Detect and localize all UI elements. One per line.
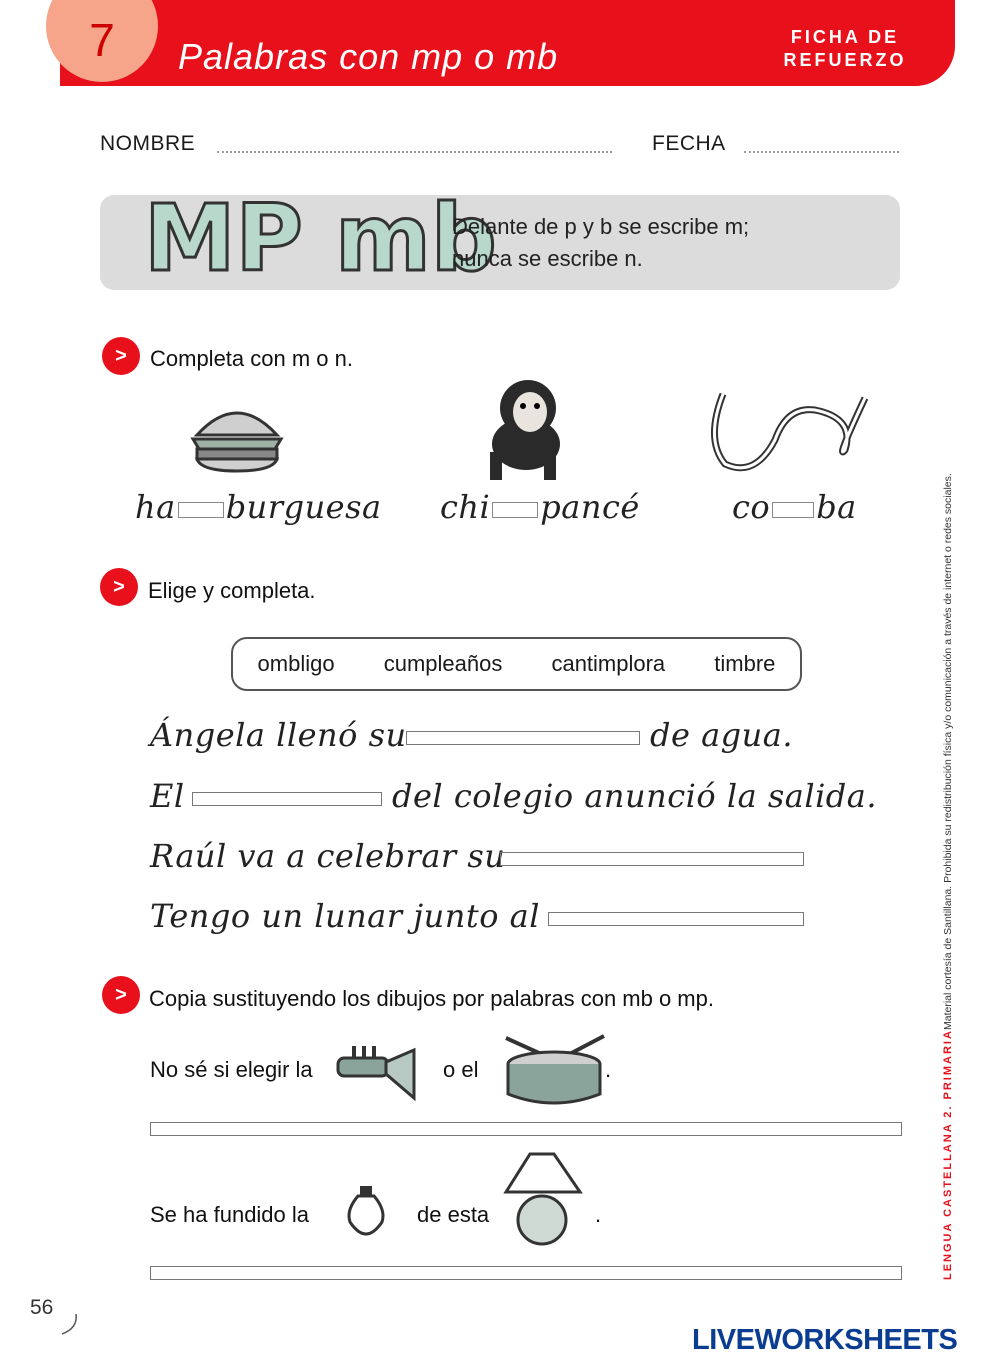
- ex3-sentence-2-a: Se ha fundido la: [150, 1202, 310, 1227]
- bullet-icon: >: [102, 337, 140, 375]
- ex2-sentence-1-start: Ángela llenó su: [150, 716, 407, 754]
- ex1-word-3: co ba: [732, 488, 857, 526]
- rope-icon: [695, 380, 885, 475]
- date-field[interactable]: [744, 151, 899, 153]
- letter-gap[interactable]: [492, 502, 538, 518]
- ex3-sentence-2-b: de esta: [417, 1202, 490, 1227]
- drum-icon: [500, 1030, 608, 1108]
- rule-line-2: nunca se escribe n.: [452, 246, 643, 271]
- copyright-note: Material cortesía de Santillana. Prohibida su redistribución física y/o comunicación a través de internet o redes sociales.: [942, 473, 954, 1030]
- word-bank: [231, 637, 802, 691]
- rule-line-1: Delante de p y b se escribe m;: [452, 214, 750, 239]
- ex3-sentence-1-b: o el: [443, 1057, 479, 1082]
- word-option: timbre: [714, 651, 776, 676]
- page-title: Palabras con mp o mb: [178, 36, 559, 77]
- word-option: ombligo: [257, 651, 335, 676]
- worksheet-tag: [770, 26, 920, 72]
- lamp-icon: [502, 1150, 584, 1246]
- answer-field[interactable]: [192, 792, 382, 806]
- copy-line[interactable]: [150, 1266, 902, 1280]
- answer-field[interactable]: [548, 912, 804, 926]
- bullet-icon: >: [100, 568, 138, 606]
- name-field[interactable]: [217, 151, 612, 153]
- rule-text: [452, 211, 749, 275]
- answer-field[interactable]: [500, 852, 804, 866]
- ex2-sentence-3-start: Raúl va a celebrar su: [150, 837, 506, 875]
- ex3-sentence-1-a: No sé si elegir la: [150, 1057, 313, 1082]
- answer-field[interactable]: [406, 731, 640, 745]
- ex3-sentence-2-c: .: [595, 1202, 602, 1227]
- tag-line-1: FICHA DE: [790, 27, 900, 47]
- exercise1-instruction: Completa con m o n.: [150, 346, 353, 371]
- ex2-sentence-2-start: El: [150, 777, 185, 815]
- copy-line[interactable]: [150, 1122, 902, 1136]
- tag-line-2: REFUERZO: [783, 50, 907, 70]
- word-option: cumpleaños: [383, 651, 503, 676]
- trumpet-icon: [330, 1040, 422, 1102]
- page-number: 56: [30, 1296, 54, 1319]
- exercise3-instruction: Copia sustituyendo los dibujos por palabras con mb o mp.: [149, 986, 714, 1011]
- course-label: LENGUA CASTELLANA 2. PRIMARIA: [942, 1029, 954, 1280]
- chimpanzee-icon: [468, 374, 578, 484]
- light-bulb-icon: [338, 1180, 394, 1242]
- lesson-number: 7: [46, 0, 158, 82]
- mp-mb-logo: [140, 182, 497, 302]
- corner-mark-icon: [58, 1312, 82, 1336]
- ex2-sentence-4-start: Tengo un lunar junto al: [150, 897, 540, 935]
- exercise2-instruction: Elige y completa.: [148, 578, 316, 603]
- ex1-word-1: ha burguesa: [135, 488, 382, 526]
- ex2-sentence-1-end: de agua.: [650, 716, 794, 754]
- date-label: FECHA: [652, 132, 726, 155]
- ex1-word-2: chi pancé: [440, 488, 640, 526]
- ex3-sentence-1-c: .: [605, 1057, 612, 1082]
- logo-text: MP mb: [144, 185, 497, 292]
- ex2-sentence-2-end: del colegio anunció la salida.: [392, 777, 878, 815]
- name-label: NOMBRE: [100, 132, 196, 155]
- liveworksheets-logo: LIVEWORKSHEETS: [692, 1324, 958, 1356]
- hamburger-icon: [185, 395, 290, 475]
- letter-gap[interactable]: [772, 502, 814, 518]
- letter-gap[interactable]: [178, 502, 224, 518]
- word-option: cantimplora: [551, 651, 666, 676]
- bullet-icon: >: [102, 976, 140, 1014]
